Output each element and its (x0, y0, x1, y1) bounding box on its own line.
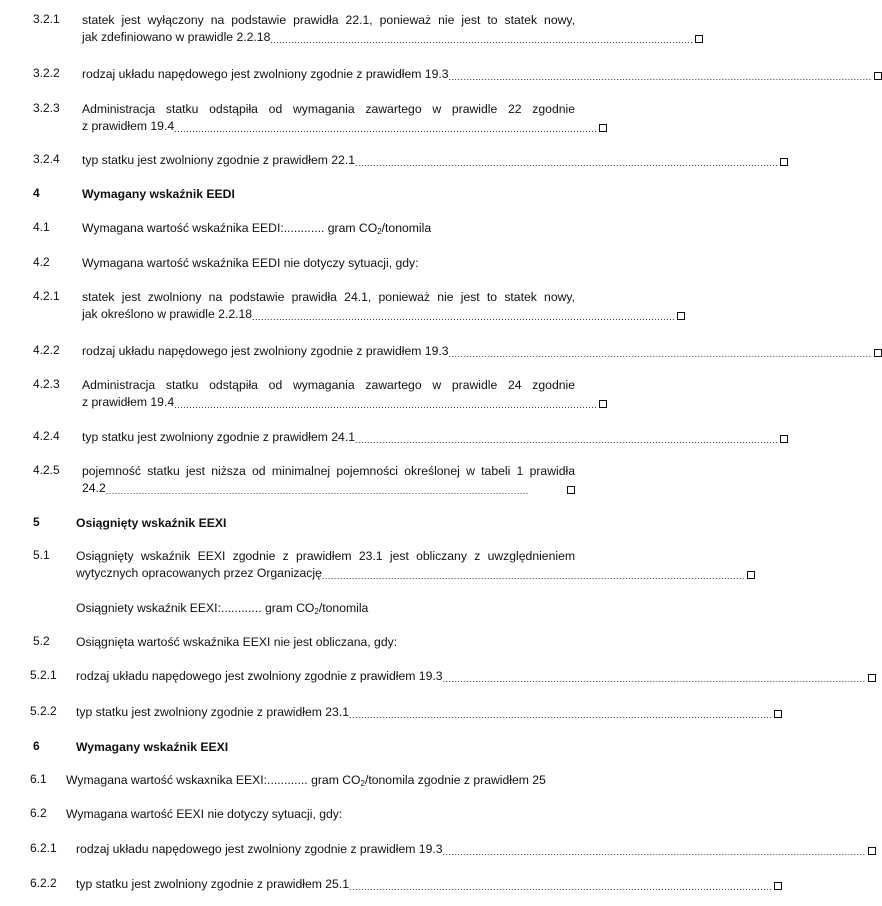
item-number: 6.1 (30, 772, 47, 786)
item-text: rodzaj układu napędowego jest zwolniony zgodnie z prawidłem 19.3 (82, 344, 449, 358)
checkbox[interactable] (868, 847, 876, 855)
item-text-line: rodzaj układu napędowego jest zwolniony zgodnie z prawidłem 19.3 ............................................................................................................................................. (82, 66, 575, 83)
checkbox[interactable] (874, 72, 882, 80)
item-number: 6.2.2 (30, 876, 57, 890)
item-text: z prawidłem 19.4 (82, 119, 175, 133)
item-number: 4.2.1 (33, 289, 60, 303)
item-text: wytycznych opracowanych przez Organizację (76, 566, 322, 580)
item-text: rodzaj układu napędowego jest zwolniony zgodnie z prawidłem 19.3 (82, 67, 449, 81)
item-text-line-2: z prawidłem 19.4 ............................................................................................................................................. (82, 394, 575, 411)
section-number: 4 (33, 186, 40, 200)
item-number: 3.2.2 (33, 66, 60, 80)
item-text-line: rodzaj układu napędowego jest zwolniony zgodnie z prawidłem 19.3 ............................................................................................................................................. (82, 343, 575, 360)
item-text: rodzaj układu napędowego jest zwolniony zgodnie z prawidłem 19.3 (76, 842, 443, 856)
item-text-line-1: Osiągnięty wskaźnik EEXI zgodnie z prawidłem 23.1 jest obliczany z uwzględnieniem (76, 549, 575, 563)
item-number: 6.2 (30, 806, 47, 820)
checkbox[interactable] (747, 571, 755, 579)
item-text-line: typ statku jest zwolniony zgodnie z prawidłem 25.1 ............................................................................................................................................. (76, 876, 575, 893)
item-number: 3.2.1 (33, 12, 60, 26)
item-text: Osiągniety wskaźnik EEXI:............ gram $CO_2$/tonomila (76, 601, 369, 616)
item-text: z prawidłem 19.4 (82, 395, 175, 409)
checkbox[interactable] (677, 312, 685, 320)
item-number: 5.1 (33, 548, 50, 562)
item-text-line: rodzaj układu napędowego jest zwolniony zgodnie z prawidłem 19.3 ............................................................................................................................................. (76, 668, 575, 685)
item-number: 4.2 (33, 255, 50, 269)
item-text-line: typ statku jest zwolniony zgodnie z prawidłem 22.1 ............................................................................................................................................. (82, 152, 575, 169)
section-title: Wymagany wskaźnik EEDI (82, 187, 235, 201)
item-text: 24.2 (82, 481, 106, 495)
item-text: typ statku jest zwolniony zgodnie z prawidłem 23.1 (76, 705, 350, 719)
checkbox[interactable] (695, 35, 703, 43)
item-text-line-1: statek jest wyłączony na podstawie prawidła 22.1, ponieważ nie jest to statek nowy, (82, 13, 575, 27)
item-number: 4.1 (33, 220, 50, 234)
section-number: 5 (33, 515, 40, 529)
item-text: typ statku jest zwolniony zgodnie z prawidłem 24.1 (82, 430, 356, 444)
item-text: Wymagana wartość wskaźnika EEDI nie dotyczy sytuacji, gdy: (82, 256, 419, 270)
item-text-line: rodzaj układu napędowego jest zwolniony zgodnie z prawidłem 19.3 ............................................................................................................................................. (76, 841, 575, 858)
item-text-line-1: pojemność statku jest niższa od minimalnej pojemności określonej w tabeli 1 prawidła (82, 464, 575, 478)
item-text: typ statku jest zwolniony zgodnie z prawidłem 22.1 (82, 153, 356, 167)
section-title: Wymagany wskaźnik EEXI (76, 740, 229, 754)
item-text-line: typ statku jest zwolniony zgodnie z prawidłem 23.1 ............................................................................................................................................. (76, 704, 575, 721)
item-text: Wymagana wartość wskaźnika EEDI:............ gram $CO_2$/tonomila (82, 221, 432, 236)
checkbox[interactable] (874, 349, 882, 357)
checkbox[interactable] (774, 710, 782, 718)
item-number: 3.2.4 (33, 152, 60, 166)
checkbox[interactable] (599, 400, 607, 408)
section-title: Osiągnięty wskaźnik EEXI (76, 516, 227, 530)
item-text: rodzaj układu napędowego jest zwolniony zgodnie z prawidłem 19.3 (76, 669, 443, 683)
item-text: Wymagana wartość EEXI nie dotyczy sytuacji, gdy: (66, 807, 343, 821)
checkbox[interactable] (780, 435, 788, 443)
item-number: 3.2.3 (33, 101, 60, 115)
checkbox[interactable] (868, 674, 876, 682)
item-text: Osiągnięta wartość wskaźnika EEXI nie jest obliczana, gdy: (76, 635, 398, 649)
item-text-line-1: Administracja statku odstąpiła od wymagania zawartego w prawidle 22 zgodnie (82, 102, 575, 116)
item-text-line-1: statek jest zwolniony na podstawie prawidła 24.1, ponieważ nie jest to statek nowy, (82, 290, 575, 304)
item-text: Wymagana wartość wskaxnika EEXI:............ gram $CO_2$/tonomila zgodnie z prawidłem 25 (66, 773, 546, 788)
item-number: 6.2.1 (30, 841, 57, 855)
item-number: 5.2.2 (30, 704, 57, 718)
item-text-line-2: 24.2 ............................................................................................................................................. (82, 480, 575, 497)
item-number: 5.2.1 (30, 668, 57, 682)
item-text-line-1: Administracja statku odstąpiła od wymagania zawartego w prawidle 24 zgodnie (82, 378, 575, 392)
item-text-line-2: jak zdefiniowano w prawidle 2.2.18 ............................................................................................................................................. (82, 29, 575, 46)
item-text: jak zdefiniowano w prawidle 2.2.18 (82, 30, 271, 44)
item-text-line-2: jak określono w prawidle 2.2.18 ............................................................................................................................................. (82, 306, 575, 323)
checkbox[interactable] (780, 158, 788, 166)
checkbox[interactable] (599, 124, 607, 132)
item-text-line: typ statku jest zwolniony zgodnie z prawidłem 24.1 ............................................................................................................................................. (82, 429, 575, 446)
item-number: 4.2.5 (33, 463, 60, 477)
item-number: 4.2.3 (33, 377, 60, 391)
item-number: 5.2 (33, 634, 50, 648)
item-text: jak określono w prawidle 2.2.18 (82, 307, 253, 321)
checkbox[interactable] (567, 486, 575, 494)
checkbox[interactable] (774, 882, 782, 890)
item-number: 4.2.4 (33, 429, 60, 443)
item-number: 4.2.2 (33, 343, 60, 357)
section-number: 6 (33, 739, 40, 753)
item-text-line-2: wytycznych opracowanych przez Organizację ............................................................................................................................................. (76, 565, 575, 582)
item-text: typ statku jest zwolniony zgodnie z prawidłem 25.1 (76, 877, 350, 891)
item-text-line-2: z prawidłem 19.4 ............................................................................................................................................. (82, 118, 575, 135)
